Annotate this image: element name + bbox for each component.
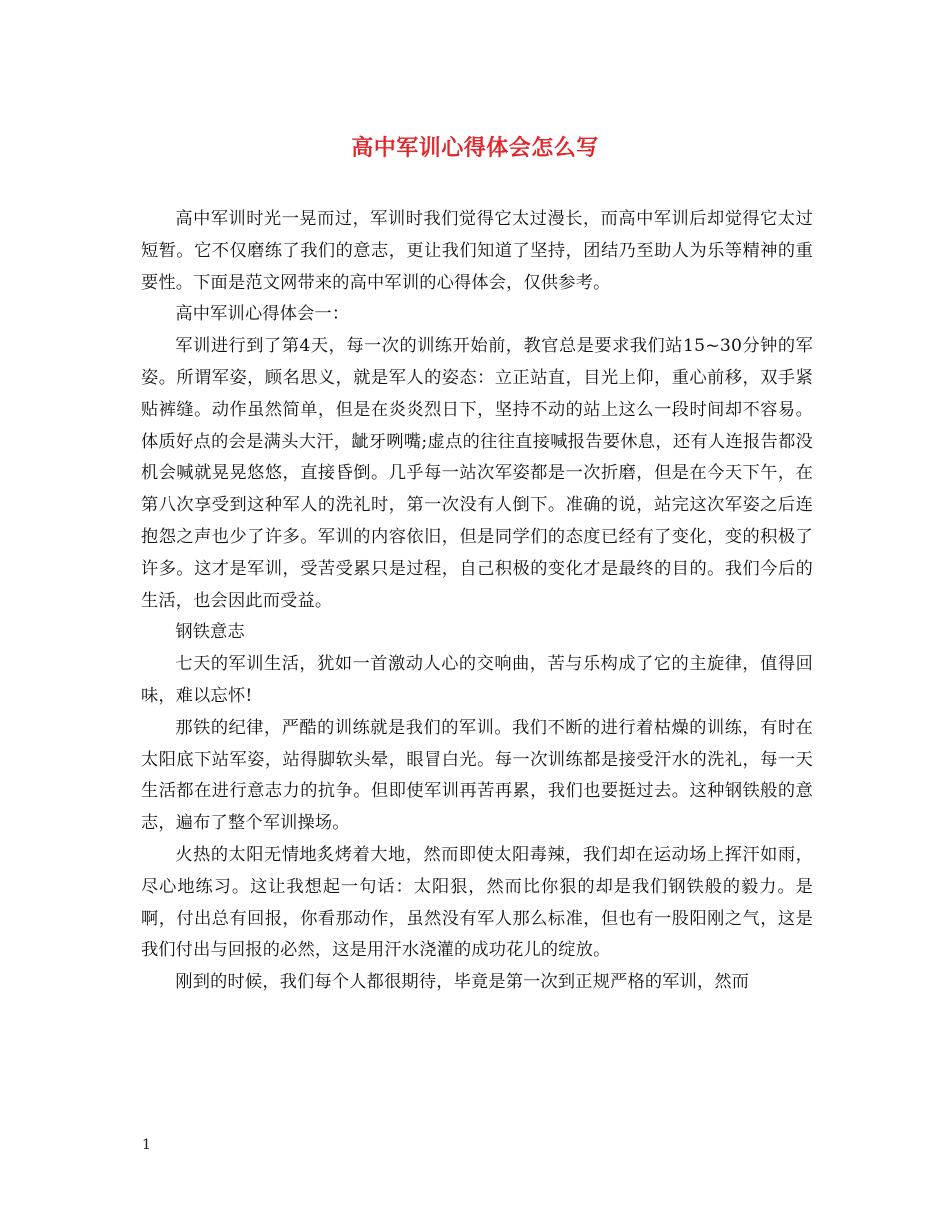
paragraph-day-four: 军训进行到了第4天，每一次的训练开始前，教官总是要求我们站15~30分钟的军姿。所谓军姿，顾名思义，就是军人的姿态：立正站直，目光上仰，重心前移，双手紧贴裤缝。动作虽然简单，但是在炎炎烈日下，坚持不动的站上这么一段时间却不容易。体质好点的会是满头大汗，龇牙咧嘴;虚点的往往直接喊报告要休息，还有人连报告都没机会喊就晃晃悠悠，直接昏倒。几乎每一站次军姿都是一次折磨，但是在今天下午，在第八次享受到这种军人的洗礼时，第一次没有人倒下。准确的说，站完这次军姿之后连抱怨之声也少了许多。军训的内容依旧，但是同学们的态度已经有了变化，变的积极了许多。这才是军训，受苦受累只是过程，自己积极的变化才是最终的目的。我们今后的生活，也会因此而受益。	[141, 336, 813, 611]
paragraph-hot-sun: 火热的太阳无情地炙烤着大地，然而即使太阳毒辣，我们却在运动场上挥汗如雨，尽心地练习。这让我想起一句话：太阳狠，然而比你狠的却是我们钢铁般的毅力。是啊，付出总有回报，你看那动作，虽然没有军人那么标准，但也有一股阳刚之气，这是我们付出与回报的必然，这是用汗水浇灌的成功花儿的绽放。	[141, 844, 813, 961]
paragraph-arrival: 刚到的时候，我们每个人都很期待，毕竟是第一次到正规严格的军训，然而	[175, 972, 750, 993]
paragraph-heading-iron-will: 钢铁意志	[175, 622, 245, 643]
document-body	[141, 204, 813, 999]
document-title: 高中军训心得体会怎么写	[351, 135, 599, 161]
paragraph-heading-1: 高中军训心得体会一：	[175, 304, 350, 325]
page-number: 1	[142, 1137, 151, 1153]
paragraph-intro: 高中军训时光一晃而过，军训时我们觉得它太过漫长，而高中军训后却觉得它太过短暂。它不仅磨练了我们的意志，更让我们知道了坚持，团结乃至助人为乐等精神的重要性。下面是范文网带来的高中军训的心得体会，仅供参考。	[141, 209, 813, 293]
paragraph-seven-days: 七天的军训生活，犹如一首激动人心的交响曲，苦与乐构成了它的主旋律，值得回味，难以忘怀!	[141, 654, 813, 706]
paragraph-discipline: 那铁的纪律，严酷的训练就是我们的军训。我们不断的进行着枯燥的训练，有时在太阳底下站军姿，站得脚软头晕，眼冒白光。每一次训练都是接受汗水的洗礼，每一天生活都在进行意志力的抗争。但即使军训再苦再累，我们也要挺过去。这种钢铁般的意志，遍布了整个军训操场。	[141, 717, 813, 834]
